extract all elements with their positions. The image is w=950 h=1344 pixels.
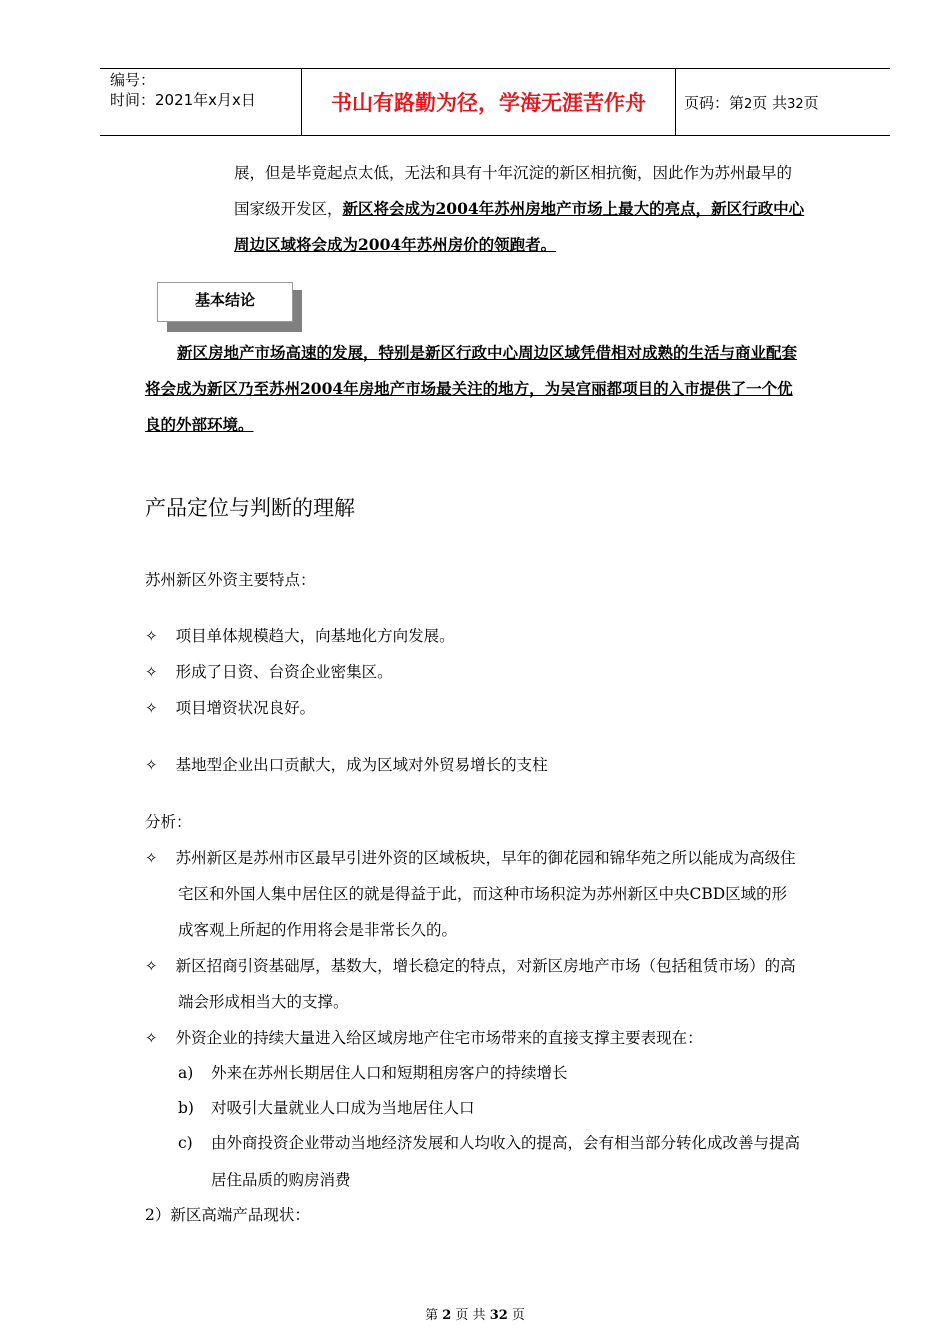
section-title: 产品定位与判断的理解 [145, 496, 355, 520]
sub-item-marker: c) [178, 1134, 193, 1152]
footer-end: 页 [511, 1308, 525, 1323]
header-bottom-rule [100, 135, 890, 136]
diamond-bullet-icon: ✧ [145, 756, 158, 774]
intro-line-1: 展，但是毕竟起点太低，无法和具有十年沉淀的新区相抗衡，因此作为苏州最早的 [234, 164, 793, 182]
footer-page-number: 2 [442, 1308, 452, 1323]
conclusion-line-3: 良的外部环境。 [145, 415, 254, 434]
diamond-bullet-icon: ✧ [145, 663, 158, 681]
analysis-item-2 [145, 948, 796, 984]
header-serial-label: 编号： [110, 71, 156, 89]
analysis-1-line-3: 成客观上所起的作用将会是非常长久的。 [178, 921, 458, 939]
footer-page-total: 32 [489, 1308, 508, 1323]
conclusion-paragraph [145, 335, 797, 443]
sub-item-marker: a) [178, 1064, 194, 1082]
intro-line-3: 周边区域将会成为2004年苏州房价的领跑者。 [234, 235, 557, 254]
header-page-total: 32 [787, 97, 804, 112]
feature-item [145, 690, 315, 726]
header-divider-right [675, 68, 676, 136]
header-page-end: 页 [803, 94, 819, 112]
feature-item [145, 654, 393, 690]
sub-item [178, 1055, 568, 1091]
sub-item [178, 1090, 475, 1126]
header-page-label: 页码：第 [684, 94, 745, 112]
intro-line-2 [234, 191, 804, 227]
diamond-bullet-icon: ✧ [145, 849, 158, 867]
diamond-bullet-icon: ✧ [145, 627, 158, 645]
intro-paragraph [234, 155, 804, 263]
conclusion-line-1: 新区房地产市场高速的发展，特别是新区行政中心周边区域凭借相对成熟的生活与商业配套 [177, 343, 798, 362]
sub-item-text: 对吸引大量就业人口成为当地居住人口 [211, 1099, 475, 1117]
feature-text: 基地型企业出口贡献大，成为区域对外贸易增长的支柱 [175, 756, 548, 774]
sub-item-text: 由外商投资企业带动当地经济发展和人均收入的提高，会有相当部分转化成改善与提高 [211, 1134, 801, 1152]
header-top-rule [100, 68, 890, 69]
analysis-title: 分析： [145, 813, 192, 831]
analysis-2-line-2: 端会形成相当大的支撑。 [178, 993, 349, 1011]
header-page-number: 2 [744, 97, 753, 112]
footer-mid: 页 共 [455, 1308, 486, 1323]
sub-item [178, 1125, 801, 1161]
diamond-bullet-icon: ✧ [145, 699, 158, 717]
analysis-2-line-1: 新区招商引资基础厚，基数大，增长稳定的特点，对新区房地产市场（包括租赁市场）的高 [175, 957, 796, 975]
features-title: 苏州新区外资主要特点： [145, 571, 316, 589]
diamond-bullet-icon: ✧ [145, 957, 158, 975]
analysis-1-line-1: 苏州新区是苏州市区最早引进外资的区域板块，早年的御花园和锦华苑之所以能成为高级住 [175, 849, 796, 867]
analysis-1-line-2: 宅区和外国人集中居住区的就是得益于此，而这种市场积淀为苏州新区中央CBD区域的形 [178, 885, 788, 903]
sub-item-c-line-2: 居住品质的购房消费 [211, 1171, 351, 1189]
conclusion-heading-box: 基本结论 [157, 282, 293, 322]
analysis-3-line-1: 外资企业的持续大量进入给区域房地产住宅市场带来的直接支撑主要表现在： [175, 1029, 703, 1047]
diamond-bullet-icon: ✧ [145, 1029, 158, 1047]
analysis-item-1 [145, 840, 796, 876]
conclusion-line-2: 将会成为新区乃至苏州2004年房地产市场最关注的地方，为吴宫丽都项目的入市提供了一个优 [145, 379, 793, 398]
feature-item [145, 618, 455, 654]
feature-text: 形成了日资、台资企业密集区。 [175, 663, 393, 681]
analysis-item-3 [145, 1020, 703, 1056]
header-page-info [684, 92, 819, 116]
box-shadow-bottom [167, 322, 302, 332]
header-date: 时间：2021年x月x日 [110, 91, 256, 109]
page-footer [0, 1304, 950, 1323]
header-meta [110, 70, 256, 110]
header-motto: 书山有路勤为径，学海无涯苦作舟 [331, 91, 646, 115]
sub-item-marker: b) [178, 1099, 194, 1117]
feature-item [145, 747, 548, 783]
next-section-heading: 2）新区高端产品现状： [145, 1206, 310, 1224]
header-page-mid: 页 共 [752, 94, 788, 112]
intro-line-2-plain: 国家级开发区， [234, 200, 343, 218]
sub-item-text: 外来在苏州长期居住人口和短期租房客户的持续增长 [211, 1064, 568, 1082]
footer-pre: 第 [425, 1308, 439, 1323]
intro-line-2-emphasis: 新区将会成为2004年苏州房地产市场上最大的亮点，新区行政中心 [342, 199, 805, 218]
feature-text: 项目增资状况良好。 [175, 699, 316, 717]
feature-text: 项目单体规模趋大，向基地化方向发展。 [175, 627, 455, 645]
